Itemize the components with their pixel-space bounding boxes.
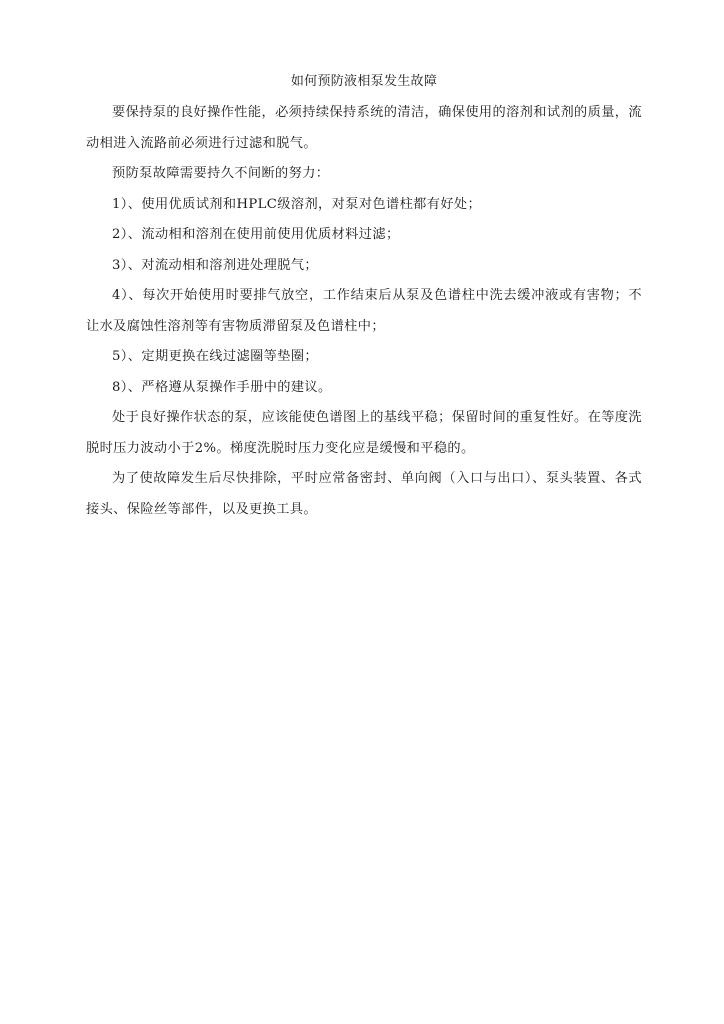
document-title: 如何预防液相泵发生故障 <box>290 74 438 89</box>
list-item-3: 3）、对流动相和溶剂进处理脱气； <box>112 257 319 273</box>
list-item-1: 1）、使用优质试剂和HPLC级溶剂，对泵对色谱柱都有好处； <box>112 196 482 212</box>
paragraph-good-state: 处于良好操作状态的泵，应该能使色谱图上的基线平稳；保留时间的重复性好。在等度洗脱时压力波动小于2%。梯度洗脱时压力变化应是缓慢和平稳的。 <box>86 410 642 456</box>
list-item-8: 8）、严格遵从泵操作手册中的建议。 <box>112 379 332 395</box>
list-item-5: 5）、定期更换在线过滤圈等垫圈； <box>112 349 319 364</box>
paragraph-spare-parts: 为了使故障发生后尽快排除，平时应常备密封、单向阀（入口与出口）、泵头装置、各式接头、保险丝等部件，以及更换工具。 <box>86 471 642 517</box>
document-page <box>86 72 642 525</box>
list-item-2: 2）、流动相和溶剂在使用前使用优质材料过滤； <box>112 227 400 242</box>
paragraph-intro: 要保持泵的良好操作性能，必须持续保持系统的清洁，确保使用的溶剂和试剂的质量，流动相进入流路前必须进行过滤和脱气。 <box>86 105 642 151</box>
list-item-4: 4）、每次开始使用时要排气放空，工作结束后从泵及色谱柱中洗去缓冲液或有害物；不让水及腐蚀性溶剂等有害物质滞留泵及色谱柱中； <box>86 288 642 334</box>
paragraph-prevention-heading: 预防泵故障需要持久不间断的努力： <box>112 166 330 181</box>
